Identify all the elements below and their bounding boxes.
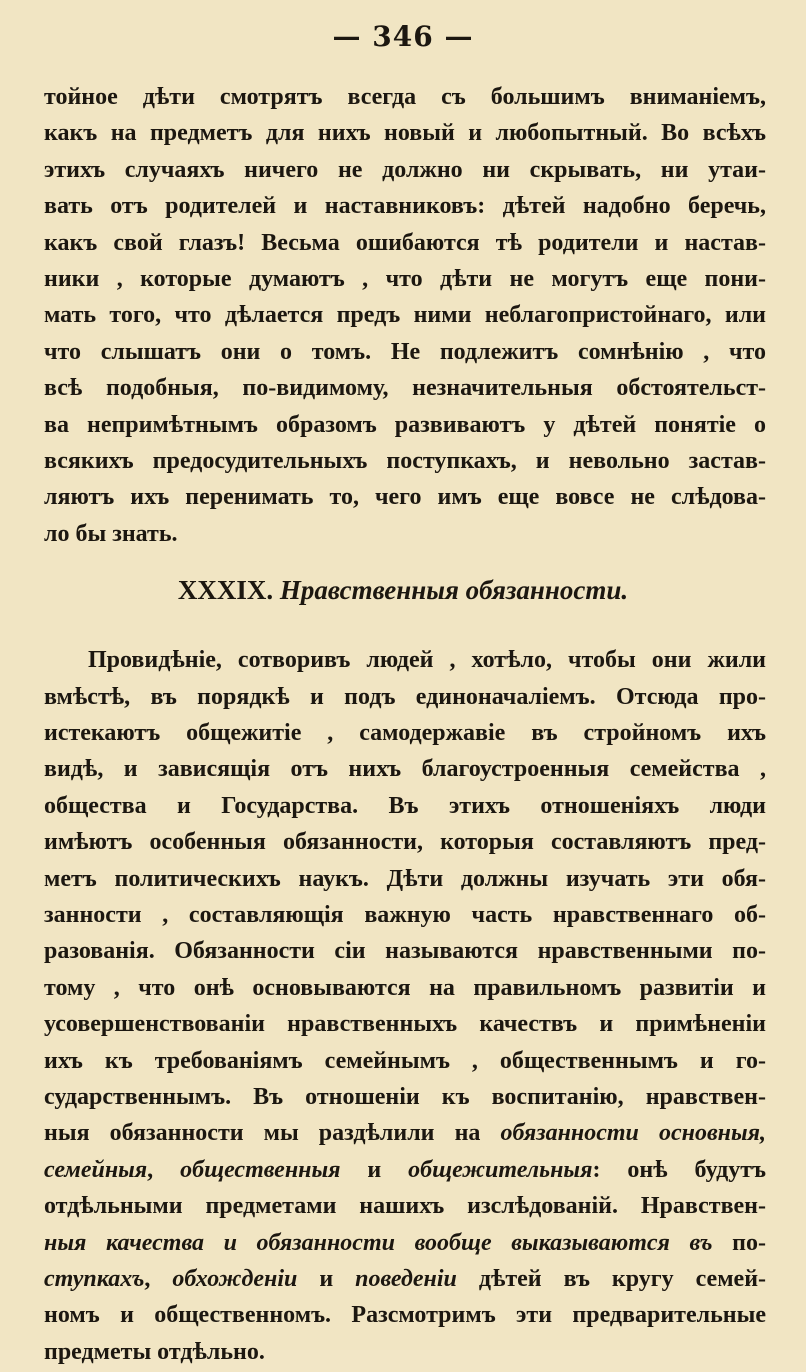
text-line: что слышатъ они о томъ. Не подлежитъ сомнѣнію , что — [44, 338, 766, 365]
text-line — [44, 1259, 766, 1299]
italic-run: семейныя — [44, 1156, 148, 1183]
page-number: — 346 — — [332, 20, 474, 53]
text-run: ныя обязанности мы раздѣлили на — [44, 1120, 501, 1147]
text-line — [44, 1113, 766, 1153]
text-line: занности , составляющія важную часть нравственнаго об- — [44, 902, 766, 928]
text-line: сударственнымъ. Въ отношеніи къ воспитанію, нравствен- — [44, 1084, 766, 1110]
text-line: усовершенствованіи нравственныхъ качествъ и примѣненіи — [44, 1011, 766, 1038]
text-line: ло бы знать. — [44, 520, 178, 547]
section-heading — [0, 568, 806, 612]
text-run: , — [144, 1266, 173, 1292]
text-line: имѣютъ особенныя обязанности, которыя составляютъ пред- — [44, 829, 766, 856]
text-line: вать отъ родителей и наставниковъ: дѣтей надобно беречь, — [44, 193, 766, 220]
text-line: вмѣстѣ, въ порядкѣ и подъ единоначаліемъ. Отсюда про- — [44, 683, 766, 710]
text-line: тому , что онѣ основываются на правильномъ развитіи и — [44, 974, 766, 1001]
text-line: ихъ къ требованіямъ семейнымъ , общественнымъ и го- — [44, 1047, 766, 1074]
text-line: этихъ случаяхъ ничего не должно ни скрывать, ни утаи- — [44, 156, 766, 183]
italic-run: обхожденіи — [172, 1266, 298, 1292]
text-run: по- — [732, 1229, 766, 1256]
italic-run: ныя качества и обязанности вообще выказываются въ — [44, 1229, 733, 1256]
text-run: дѣтей въ кругу семей- — [456, 1266, 767, 1292]
text-line: метъ политическихъ наукъ. Дѣти должны изучать эти обя- — [44, 865, 766, 892]
text-run: и — [297, 1266, 356, 1292]
text-line: общества и Государства. Въ этихъ отношеніяхъ люди — [44, 792, 766, 819]
text-line: отдѣльными предметами нашихъ изслѣдованій. Нравствен- — [44, 1193, 766, 1220]
italic-run: общественныя — [180, 1156, 341, 1183]
italic-run: обязанности основныя, — [500, 1120, 766, 1147]
text-run: , — [147, 1156, 181, 1183]
italic-run: общежительныя — [408, 1156, 593, 1183]
text-line: номъ и общественномъ. Разсмотримъ эти предварительные — [44, 1302, 766, 1329]
text-line: предметы отдѣльно. — [44, 1338, 265, 1365]
text-run: : онѣ будутъ — [592, 1156, 767, 1183]
text-line: всякихъ предосудительныхъ поступкахъ, и невольно застав- — [44, 448, 766, 474]
text-line: тойное дѣти смотрятъ всегда съ большимъ вниманіемъ, — [44, 84, 766, 110]
text-line: видѣ, и зависящія отъ нихъ благоустроенныя семейства , — [44, 756, 766, 783]
text-line: ники , которые думаютъ , что дѣти не могутъ еще пони- — [44, 266, 766, 292]
text-line: мать того, что дѣлается предъ ними неблагопристойнаго, или — [44, 302, 766, 329]
text-line: ляютъ ихъ перенимать то, чего имъ еще вовсе не слѣдова- — [44, 484, 766, 511]
text-line: истекаютъ общежитіе , самодержавіе въ стройномъ ихъ — [44, 720, 766, 746]
text-line: Провидѣніе, сотворивъ людей , хотѣло, чтобы они жили — [88, 647, 766, 674]
italic-run: ступкахъ — [44, 1266, 145, 1292]
italic-run: поведеніи — [355, 1266, 457, 1292]
section-number: XXXIX. — [177, 575, 274, 606]
text-line: какъ свой глазъ! Весьма ошибаются тѣ родители и настав- — [44, 229, 766, 256]
text-line: разованія. Обязанности сіи называются нравственными по- — [44, 938, 766, 965]
section-title: Нравственныя обязанности. — [279, 575, 629, 606]
text-run: и — [340, 1156, 409, 1183]
text-line: всѣ подобныя, по-видимому, незначительныя обстоятельст- — [44, 375, 766, 402]
text-line: ва непримѣтнымъ образомъ развиваютъ у дѣтей понятіе о — [44, 411, 766, 438]
text-line — [44, 1150, 766, 1190]
text-line — [44, 1223, 766, 1263]
text-line: какъ на предметъ для нихъ новый и любопытный. Во всѣхъ — [44, 120, 766, 147]
